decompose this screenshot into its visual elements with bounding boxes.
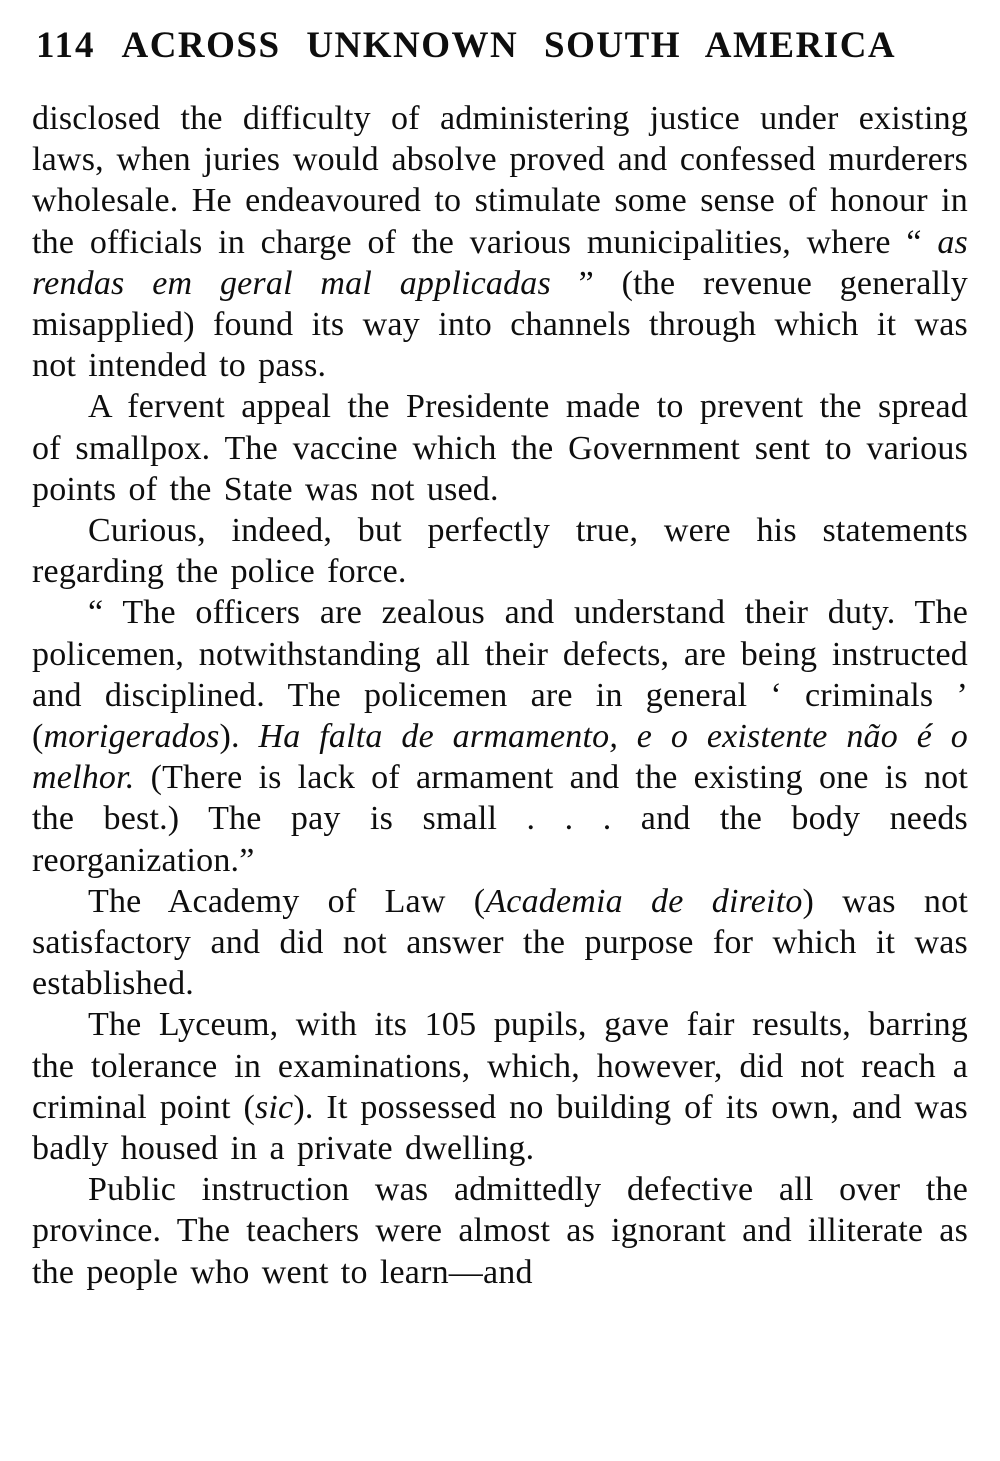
text-run: The Academy of Law (	[88, 882, 486, 920]
text-run: “ The officers are zealous and understand their duty. The policemen, notwithstanding all their defects, are being instructed and disciplined. The policemen are in general ‘ criminals ’ (	[32, 594, 968, 756]
text-run-italic: as rendas em geral mal applicadas	[32, 223, 968, 302]
page-body	[32, 98, 968, 1293]
text-run: ” (the revenue generally misapplied) found its way into channels through which it was not intended to pass.	[32, 264, 968, 385]
running-title: ACROSS UNKNOWN SOUTH AMERICA	[121, 25, 897, 66]
paragraph	[32, 1004, 968, 1169]
text-run: The Lyceum, with its 105 pupils, gave fair results, barring the tolerance in examinations, which, however, did not reach a criminal point (	[32, 1006, 968, 1126]
text-run: (There is lack of armament and the existing one is not the best.) The pay is small . . . and the body needs reorganization.”	[32, 759, 968, 879]
text-run: ) was not satisfactory and did not answer the purpose for which it was established.	[32, 882, 968, 1003]
text-run-italic: sic	[254, 1088, 294, 1126]
text-run: A fervent appeal the Presidente made to prevent the spread of smallpox. The vaccine which the Government sent to various points of the State was not used.	[32, 388, 968, 508]
text-run-italic: Academia de direito	[485, 882, 803, 920]
text-run: Public instruction was admittedly defective all over the province. The teachers were almost as ignorant and illiterate as the people who went to learn—and	[32, 1171, 968, 1291]
paragraph	[32, 510, 968, 592]
paragraph	[32, 881, 968, 1005]
text-run-italic: morigerados	[43, 718, 220, 756]
paragraph	[32, 592, 968, 880]
paragraph	[32, 1169, 968, 1293]
text-run-italic: Ha falta de armamento, e o existente não é o melhor.	[32, 718, 968, 797]
running-header	[32, 24, 968, 67]
paragraph	[32, 98, 968, 386]
page-number: 114	[36, 25, 96, 66]
text-run: ).	[219, 718, 259, 756]
paragraph	[32, 386, 968, 510]
text-run: Curious, indeed, but perfectly true, were his statements regarding the police force.	[32, 512, 968, 591]
text-run: disclosed the difficulty of administering justice under existing laws, when juries would absolve proved and confessed murderers wholesale. He endeavoured to stimulate some sense of honour in the officials in charge of the various municipalities, where “	[32, 100, 968, 261]
text-run: ). It possessed no building of its own, and was badly housed in a private dwelling.	[32, 1088, 968, 1168]
